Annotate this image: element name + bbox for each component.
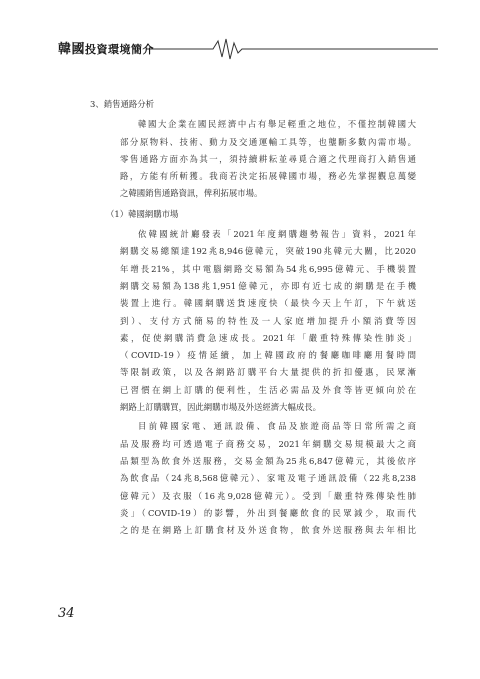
paragraph-line: 年增長21%，其中電腦網路交易額為54兆6,995億韓元、手機裝置 — [120, 263, 416, 274]
paragraph-line: 韓國大企業在國民經濟中占有舉足輕重之地位，不僅控制韓國大 — [138, 119, 416, 130]
page-header — [58, 34, 438, 62]
paragraph-line: 等限制政策，以及各網路訂購平台大量提供的折扣優惠，民眾漸 — [120, 367, 416, 378]
paragraph-line: 品類型為飲食外送服務，交易金額為25兆6,847億韓元，其後依序 — [120, 455, 416, 466]
header-title-rest: 投資環境簡介 — [85, 43, 155, 56]
intro-paragraph — [86, 116, 416, 202]
paragraph-line: 路，方能有所斬獲。我商若決定拓展韓國市場，務必先掌握觀息萬變 — [120, 171, 416, 182]
header-title — [58, 38, 154, 57]
paragraph-line: 到）、支付方式簡易的特性及一人家庭增加提升小額消費等因 — [120, 315, 416, 326]
paragraph-line: 品及服務均可透過電子商務交易，2021年網購交易規模最大之商 — [120, 438, 416, 449]
paragraph-line: 網購交易總額達192兆8,946億韓元，突破190兆韓元大關，比2020 — [120, 246, 416, 257]
header-title-big: 韓國 — [58, 42, 86, 57]
section-heading: 3、銷售通路分析 — [90, 99, 154, 109]
paragraph-line: 素，促使網購消費急速成長。2021年「嚴重特殊傳染性肺炎」 — [120, 332, 416, 343]
paragraph-line: 炎」（COVID-19）的影響，外出到餐廳飲食的民眾減少，取而代 — [120, 507, 416, 518]
paragraph-line: 裝置上進行。韓國網購送貨速度快（最快今天上午訂，下午就送 — [120, 298, 416, 309]
paragraph-line: 之的是在網路上訂購食材及外送食物，飲食外送服務與去年相比 — [120, 525, 416, 536]
main-content — [86, 96, 416, 541]
paragraph-line: 之韓國銷售通路資訊，俾利拓展市場。 — [120, 188, 263, 199]
body-paragraph-1 — [86, 226, 416, 416]
paragraph-line: （COVID-19）疫情延續，加上韓國政府的餐廳咖啡廳用餐時間 — [120, 350, 416, 361]
paragraph-line: 已習慣在網上訂購的便利性，生活必需品及外食等皆更傾向於在 — [120, 384, 416, 395]
page-number: 34 — [58, 606, 75, 621]
paragraph-line: 部分原物料、技術、動力及交通運輸工具等，也壟斷多數內需市場。 — [120, 136, 416, 147]
paragraph-line: 目前韓國家電、通訊設備、食品及旅遊商品等日常所需之商 — [138, 421, 416, 432]
paragraph-line: 億韓元）及衣服（16兆9,028億韓元）。受到「嚴重特殊傳染性肺 — [120, 490, 416, 501]
paragraph-line: 為飲食品（24兆8,568億韓元）、家電及電子通訊設備（22兆8,238 — [120, 473, 416, 484]
paragraph-line: 網購交易額為138兆1,951億韓元，亦即有近七成的網購是在手機 — [120, 280, 416, 291]
paragraph-line: 網路上訂購購買，因此網購市場及外送經濟大幅成長。 — [120, 402, 321, 413]
subsection-heading: （1）韓國網購市場 — [106, 208, 179, 219]
paragraph-line: 零售通路方面亦為其一，須持續耕耘並尋覓合適之代理商打入銷售通 — [120, 153, 416, 164]
paragraph-line: 依韓國統計廳發表「2021年度網購趨勢報告」資料，2021年 — [138, 229, 416, 240]
body-paragraph-2 — [86, 418, 416, 539]
